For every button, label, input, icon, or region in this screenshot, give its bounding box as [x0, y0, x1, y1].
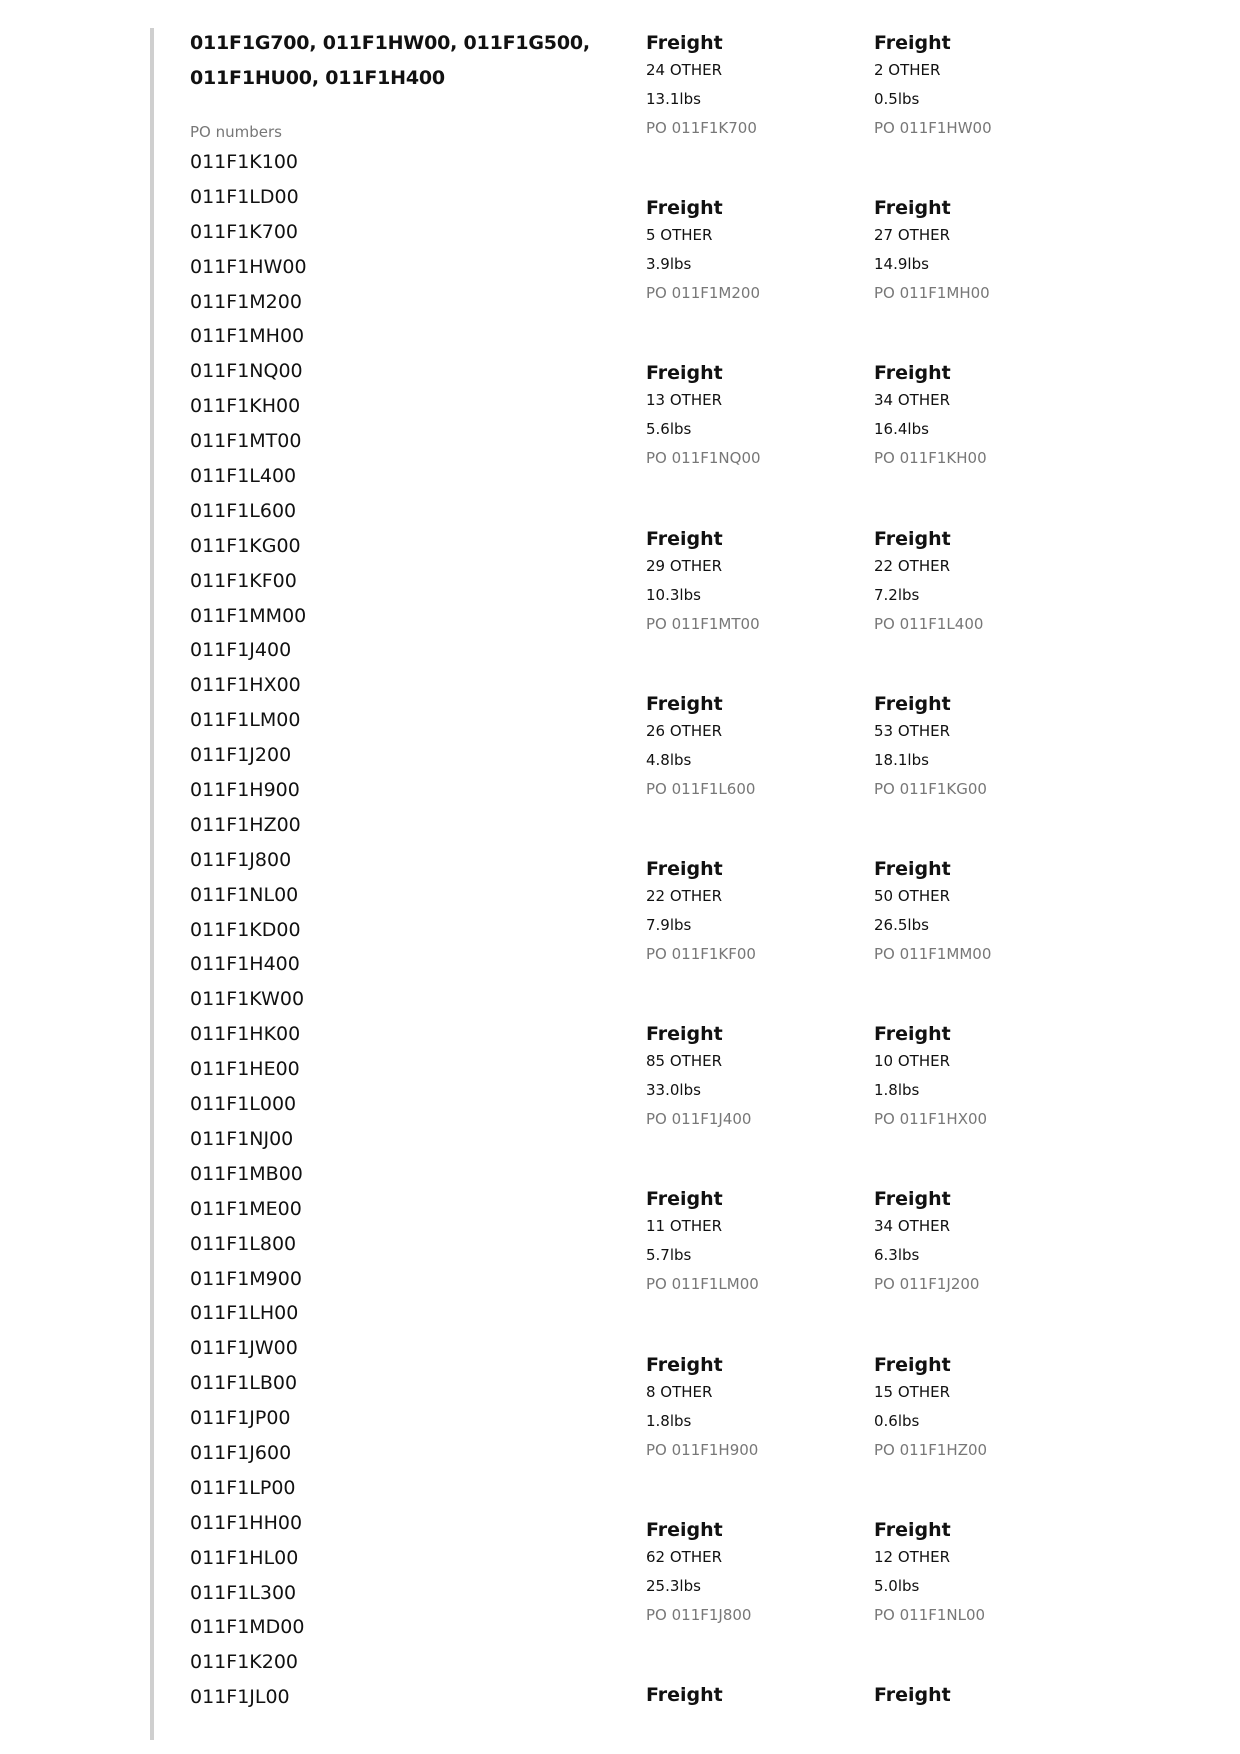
shipment-card [646, 1021, 846, 1134]
shipment-card [874, 1682, 1074, 1708]
po-number-item: 011F1K200 [190, 1651, 299, 1674]
shipment-weight: 5.0lbs [874, 1576, 920, 1595]
shipment-weight: 3.9lbs [646, 255, 692, 274]
shipment-weight: 1.8lbs [874, 1081, 920, 1100]
shipment-weight: 0.5lbs [874, 90, 920, 108]
po-number-item: 011F1KG00 [190, 534, 301, 557]
shipment-po: PO 011F1MT00 [646, 614, 760, 633]
shipment-card [874, 1186, 1074, 1299]
po-number-item: 011F1ME00 [190, 1197, 302, 1220]
shipment-card [646, 691, 846, 804]
shipment-title: Freight [874, 527, 951, 550]
shipment-po: PO 011F1M200 [646, 284, 760, 303]
po-number-item: 011F1J800 [190, 848, 292, 871]
shipment-title: Freight [646, 1518, 723, 1541]
po-number-item: 011F1K100 [190, 151, 299, 173]
shipment-weight: 25.3lbs [646, 1576, 701, 1595]
shipment-po: PO 011F1LM00 [646, 1275, 759, 1294]
shipment-card [646, 360, 846, 473]
po-number-item: 011F1MT00 [190, 430, 302, 453]
shipment-count: 10 OTHER [874, 1052, 951, 1071]
shipment-weight: 10.3lbs [646, 585, 701, 604]
shipment-card [874, 1517, 1074, 1630]
shipment-po: PO 011F1J800 [646, 1605, 752, 1624]
po-number-item: 011F1L400 [190, 465, 297, 488]
shipment-title: Freight [646, 362, 723, 385]
shipment-card [646, 526, 846, 639]
shipment-title: Freight [646, 1353, 723, 1376]
po-number-item: 011F1KH00 [190, 395, 301, 418]
shipment-po: PO 011F1NQ00 [646, 449, 761, 468]
shipment-po: PO 011F1L400 [874, 614, 984, 633]
shipment-card [874, 30, 1074, 143]
shipment-title: Freight [874, 858, 951, 880]
shipment-title: Freight [646, 858, 723, 880]
shipment-card [646, 1682, 846, 1708]
shipment-po: PO 011F1HW00 [874, 119, 992, 137]
po-number-item: 011F1L000 [190, 1093, 297, 1116]
shipment-card [874, 526, 1074, 639]
shipment-card [874, 856, 1074, 969]
po-number-item: 011F1LB00 [190, 1372, 298, 1395]
shipment-title: Freight [874, 1353, 951, 1376]
shipment-weight: 26.5lbs [874, 916, 929, 934]
po-number-item: 011F1KD00 [190, 918, 301, 941]
shipment-card [646, 1352, 846, 1465]
shipment-weight: 16.4lbs [874, 420, 929, 439]
shipment-count: 53 OTHER [874, 721, 951, 740]
shipment-count: 50 OTHER [874, 887, 951, 905]
shipment-po: PO 011F1J400 [646, 1110, 752, 1129]
shipment-weight: 6.3lbs [874, 1246, 920, 1265]
shipment-title: Freight [646, 1188, 723, 1211]
shipment-card [874, 360, 1074, 473]
po-numbers-caption: PO numbers [190, 123, 282, 141]
po-number-item: 011F1JL00 [190, 1686, 290, 1709]
shipment-title: Freight [874, 1684, 951, 1706]
shipment-card [874, 195, 1074, 308]
shipment-weight: 1.8lbs [646, 1411, 692, 1430]
shipment-title: Freight [874, 197, 951, 220]
shipment-weight: 4.8lbs [646, 750, 692, 769]
shipment-count: 11 OTHER [646, 1217, 723, 1236]
shipment-po: PO 011F1H900 [646, 1440, 759, 1459]
shipment-po: PO 011F1KF00 [646, 945, 756, 963]
shipment-weight: 33.0lbs [646, 1081, 701, 1100]
po-number-item: 011F1J200 [190, 744, 292, 767]
po-number-item: 011F1LP00 [190, 1476, 296, 1499]
po-number-item: 011F1LH00 [190, 1302, 299, 1325]
shipment-po: PO 011F1J200 [874, 1275, 980, 1294]
po-summary-column [190, 26, 590, 1715]
shipment-count: 34 OTHER [874, 1217, 951, 1236]
shipment-po: PO 011F1KH00 [874, 449, 987, 468]
po-number-item: 011F1HL00 [190, 1546, 299, 1569]
po-number-item: 011F1K700 [190, 220, 299, 243]
shipment-weight: 0.6lbs [874, 1411, 920, 1430]
shipment-title: Freight [874, 692, 951, 715]
shipment-card [646, 1186, 846, 1299]
po-number-item: 011F1MD00 [190, 1616, 305, 1639]
shipment-po: PO 011F1NL00 [874, 1605, 986, 1624]
po-number-item: 011F1MB00 [190, 1162, 303, 1185]
po-number-item: 011F1MM00 [190, 604, 307, 627]
shipment-title: Freight [646, 692, 723, 715]
shipment-weight: 14.9lbs [874, 255, 929, 274]
shipment-count: 62 OTHER [646, 1547, 723, 1566]
shipment-title: Freight [874, 1023, 951, 1046]
po-number-item: 011F1M900 [190, 1267, 302, 1290]
po-number-item: 011F1L300 [190, 1581, 297, 1604]
shipment-count: 34 OTHER [874, 391, 951, 410]
shipment-count: 12 OTHER [874, 1547, 951, 1566]
po-number-item: 011F1HW00 [190, 255, 307, 278]
shipment-count: 24 OTHER [646, 61, 723, 79]
shipment-title: Freight [874, 1518, 951, 1541]
shipment-card [646, 856, 846, 969]
po-number-item: 011F1J400 [190, 639, 292, 662]
shipment-title: Freight [646, 1023, 723, 1046]
po-number-item: 011F1KF00 [190, 569, 297, 592]
po-number-item: 011F1LD00 [190, 185, 299, 208]
shipment-title: Freight [874, 1188, 951, 1211]
po-number-item: 011F1NL00 [190, 883, 299, 906]
po-number-item: 011F1HH00 [190, 1511, 303, 1534]
shipment-count: 15 OTHER [874, 1382, 951, 1401]
shipment-po: PO 011F1HZ00 [874, 1440, 988, 1459]
shipment-title: Freight [874, 362, 951, 385]
shipment-weight: 7.2lbs [874, 585, 920, 604]
po-number-item: 011F1J600 [190, 1441, 292, 1464]
po-number-item: 011F1HE00 [190, 1058, 300, 1081]
po-number-item: 011F1HZ00 [190, 813, 301, 836]
shipment-card [874, 691, 1074, 804]
po-number-item: 011F1HX00 [190, 674, 301, 697]
po-number-item: 011F1L600 [190, 499, 297, 522]
po-number-item: 011F1NQ00 [190, 360, 303, 383]
po-number-item: 011F1H900 [190, 779, 300, 802]
shipment-po: PO 011F1MH00 [874, 284, 990, 303]
shipment-po: PO 011F1MM00 [874, 945, 992, 963]
po-number-item: 011F1HK00 [190, 1023, 301, 1046]
shipment-weight: 7.9lbs [646, 916, 692, 934]
shipment-count: 26 OTHER [646, 721, 723, 740]
po-heading: 011F1G700, 011F1HW00, 011F1G500, 011F1HU00, 011F1H400 [190, 32, 590, 89]
po-number-item: 011F1JW00 [190, 1337, 298, 1360]
shipment-card [874, 1352, 1074, 1465]
shipment-card [646, 30, 846, 143]
shipment-po: PO 011F1KG00 [874, 779, 987, 798]
shipment-weight: 18.1lbs [874, 750, 929, 769]
po-number-item: 011F1M200 [190, 290, 302, 313]
po-number-item: 011F1MH00 [190, 325, 305, 348]
shipment-po: PO 011F1K700 [646, 119, 757, 137]
shipment-title: Freight [874, 32, 951, 54]
shipment-count: 29 OTHER [646, 556, 723, 575]
shipment-card [646, 195, 846, 308]
shipment-count: 85 OTHER [646, 1052, 723, 1071]
po-number-item: 011F1JP00 [190, 1407, 291, 1430]
shipment-count: 22 OTHER [874, 556, 951, 575]
shipment-weight: 13.1lbs [646, 90, 701, 108]
shipment-card [646, 1517, 846, 1630]
shipment-count: 8 OTHER [646, 1382, 713, 1401]
shipment-count: 2 OTHER [874, 61, 941, 79]
po-number-item: 011F1NJ00 [190, 1127, 294, 1150]
shipment-card [874, 1021, 1074, 1134]
po-number-item: 011F1L800 [190, 1232, 297, 1255]
shipment-title: Freight [646, 32, 723, 54]
shipment-weight: 5.6lbs [646, 420, 692, 439]
left-border-rule [150, 28, 154, 1740]
shipment-count: 13 OTHER [646, 391, 723, 410]
shipment-title: Freight [646, 1684, 723, 1706]
shipment-title: Freight [646, 197, 723, 220]
shipment-po: PO 011F1L600 [646, 779, 756, 798]
po-number-item: 011F1LM00 [190, 709, 301, 732]
shipment-po: PO 011F1HX00 [874, 1110, 988, 1129]
shipment-title: Freight [646, 527, 723, 550]
shipment-count: 5 OTHER [646, 226, 713, 245]
po-number-item: 011F1KW00 [190, 988, 305, 1011]
shipment-count: 27 OTHER [874, 226, 951, 245]
po-number-item: 011F1H400 [190, 953, 300, 976]
shipment-weight: 5.7lbs [646, 1246, 692, 1265]
shipment-count: 22 OTHER [646, 887, 723, 905]
po-number-list [190, 145, 590, 1715]
